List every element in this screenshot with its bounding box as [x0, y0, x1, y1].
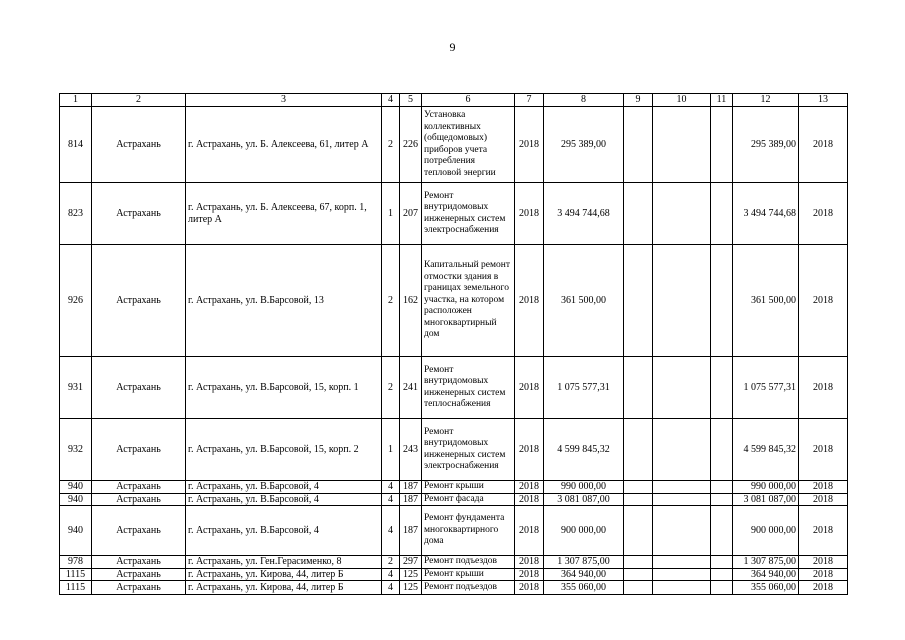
column-header: 8 [544, 94, 624, 107]
cell-col-3: г. Астрахань, ул. В.Барсовой, 13 [186, 245, 382, 357]
cell-col-8: 4 599 845,32 [544, 419, 624, 481]
cell-col-3: г. Астрахань, ул. В.Барсовой, 15, корп. 1 [186, 357, 382, 419]
cell-col-13: 2018 [799, 419, 848, 481]
cell-col-6: Ремонт внутридомовых инженерных систем электроснабжения [422, 183, 515, 245]
cell-col-12: 4 599 845,32 [733, 419, 799, 481]
cell-col-12: 990 000,00 [733, 481, 799, 494]
cell-col-10 [653, 493, 711, 506]
cell-col-7: 2018 [515, 581, 544, 595]
cell-col-9 [624, 481, 653, 494]
cell-col-1: 940 [60, 506, 92, 556]
cell-col-5: 207 [400, 183, 422, 245]
cell-col-7: 2018 [515, 183, 544, 245]
cell-col-7: 2018 [515, 506, 544, 556]
cell-col-11 [711, 107, 733, 183]
cell-col-8: 1 307 875,00 [544, 556, 624, 569]
cell-col-13: 2018 [799, 481, 848, 494]
cell-col-11 [711, 183, 733, 245]
column-header: 1 [60, 94, 92, 107]
cell-col-5: 226 [400, 107, 422, 183]
cell-col-7: 2018 [515, 568, 544, 581]
cell-col-7: 2018 [515, 556, 544, 569]
cell-col-8: 3 494 744,68 [544, 183, 624, 245]
cell-col-10 [653, 245, 711, 357]
cell-col-3: г. Астрахань, ул. Б. Алексеева, 67, корп. 1, литер А [186, 183, 382, 245]
cell-col-10 [653, 581, 711, 595]
table-row [60, 568, 848, 581]
cell-col-13: 2018 [799, 581, 848, 595]
cell-col-13: 2018 [799, 183, 848, 245]
column-header: 2 [92, 94, 186, 107]
cell-col-12: 361 500,00 [733, 245, 799, 357]
cell-col-2: Астрахань [92, 245, 186, 357]
cell-col-2: Астрахань [92, 493, 186, 506]
table-header-row [60, 94, 848, 107]
cell-col-11 [711, 481, 733, 494]
cell-col-4: 1 [382, 183, 400, 245]
cell-col-3: г. Астрахань, ул. Ген.Герасименко, 8 [186, 556, 382, 569]
cell-col-12: 355 060,00 [733, 581, 799, 595]
cell-col-9 [624, 419, 653, 481]
cell-col-8: 990 000,00 [544, 481, 624, 494]
cell-col-9 [624, 183, 653, 245]
cell-col-12: 295 389,00 [733, 107, 799, 183]
cell-col-3: г. Астрахань, ул. В.Барсовой, 4 [186, 493, 382, 506]
cell-col-3: г. Астрахань, ул. Б. Алексеева, 61, литер А [186, 107, 382, 183]
cell-col-12: 364 940,00 [733, 568, 799, 581]
cell-col-10 [653, 357, 711, 419]
cell-col-9 [624, 245, 653, 357]
cell-col-11 [711, 493, 733, 506]
cell-col-12: 1 307 875,00 [733, 556, 799, 569]
cell-col-4: 4 [382, 493, 400, 506]
cell-col-1: 1115 [60, 568, 92, 581]
cell-col-12: 1 075 577,31 [733, 357, 799, 419]
cell-col-9 [624, 568, 653, 581]
table-row [60, 107, 848, 183]
cell-col-3: г. Астрахань, ул. Кирова, 44, литер Б [186, 568, 382, 581]
table-row [60, 183, 848, 245]
cell-col-6: Ремонт внутридомовых инженерных систем электроснабжения [422, 419, 515, 481]
page-number: 9 [449, 40, 456, 54]
table-row [60, 493, 848, 506]
cell-col-8: 361 500,00 [544, 245, 624, 357]
column-header: 12 [733, 94, 799, 107]
table-row [60, 581, 848, 595]
cell-col-3: г. Астрахань, ул. В.Барсовой, 4 [186, 506, 382, 556]
cell-col-1: 940 [60, 493, 92, 506]
cell-col-13: 2018 [799, 357, 848, 419]
cell-col-6: Ремонт фундамента многоквартирного дома [422, 506, 515, 556]
cell-col-4: 2 [382, 556, 400, 569]
cell-col-9 [624, 357, 653, 419]
table-row [60, 245, 848, 357]
cell-col-2: Астрахань [92, 581, 186, 595]
cell-col-5: 187 [400, 493, 422, 506]
column-header: 11 [711, 94, 733, 107]
cell-col-2: Астрахань [92, 357, 186, 419]
cell-col-6: Ремонт внутридомовых инженерных систем теплоснабжения [422, 357, 515, 419]
cell-col-7: 2018 [515, 493, 544, 506]
cell-col-5: 125 [400, 581, 422, 595]
cell-col-4: 4 [382, 506, 400, 556]
cell-col-13: 2018 [799, 493, 848, 506]
cell-col-6: Установка коллективных (общедомовых) приборов учета потребления тепловой энергии [422, 107, 515, 183]
cell-col-1: 814 [60, 107, 92, 183]
column-header: 10 [653, 94, 711, 107]
cell-col-5: 187 [400, 506, 422, 556]
cell-col-7: 2018 [515, 419, 544, 481]
cell-col-4: 1 [382, 419, 400, 481]
cell-col-5: 125 [400, 568, 422, 581]
cell-col-11 [711, 581, 733, 595]
cell-col-4: 4 [382, 481, 400, 494]
table-row [60, 556, 848, 569]
cell-col-10 [653, 183, 711, 245]
cell-col-9 [624, 581, 653, 595]
cell-col-5: 243 [400, 419, 422, 481]
cell-col-2: Астрахань [92, 556, 186, 569]
cell-col-8: 295 389,00 [544, 107, 624, 183]
cell-col-5: 241 [400, 357, 422, 419]
cell-col-8: 3 081 087,00 [544, 493, 624, 506]
cell-col-11 [711, 245, 733, 357]
cell-col-6: Ремонт подъездов [422, 556, 515, 569]
cell-col-2: Астрахань [92, 481, 186, 494]
cell-col-13: 2018 [799, 107, 848, 183]
cell-col-11 [711, 568, 733, 581]
cell-col-11 [711, 419, 733, 481]
repair-program-table [59, 93, 848, 595]
cell-col-2: Астрахань [92, 183, 186, 245]
cell-col-1: 940 [60, 481, 92, 494]
cell-col-8: 1 075 577,31 [544, 357, 624, 419]
cell-col-13: 2018 [799, 506, 848, 556]
cell-col-10 [653, 556, 711, 569]
cell-col-1: 932 [60, 419, 92, 481]
cell-col-10 [653, 506, 711, 556]
cell-col-9 [624, 506, 653, 556]
cell-col-1: 978 [60, 556, 92, 569]
cell-col-5: 187 [400, 481, 422, 494]
cell-col-7: 2018 [515, 481, 544, 494]
cell-col-9 [624, 107, 653, 183]
cell-col-8: 355 060,00 [544, 581, 624, 595]
cell-col-3: г. Астрахань, ул. Кирова, 44, литер Б [186, 581, 382, 595]
cell-col-7: 2018 [515, 107, 544, 183]
cell-col-2: Астрахань [92, 506, 186, 556]
cell-col-10 [653, 481, 711, 494]
cell-col-9 [624, 556, 653, 569]
cell-col-13: 2018 [799, 245, 848, 357]
cell-col-2: Астрахань [92, 107, 186, 183]
cell-col-10 [653, 568, 711, 581]
cell-col-8: 364 940,00 [544, 568, 624, 581]
column-header: 9 [624, 94, 653, 107]
cell-col-7: 2018 [515, 357, 544, 419]
cell-col-4: 2 [382, 107, 400, 183]
cell-col-13: 2018 [799, 568, 848, 581]
column-header: 7 [515, 94, 544, 107]
cell-col-13: 2018 [799, 556, 848, 569]
column-header: 3 [186, 94, 382, 107]
cell-col-11 [711, 556, 733, 569]
cell-col-11 [711, 506, 733, 556]
table-row [60, 506, 848, 556]
table-row [60, 419, 848, 481]
column-header: 6 [422, 94, 515, 107]
cell-col-4: 2 [382, 357, 400, 419]
cell-col-6: Ремонт подъездов [422, 581, 515, 595]
cell-col-2: Астрахань [92, 419, 186, 481]
cell-col-5: 162 [400, 245, 422, 357]
cell-col-6: Капитальный ремонт отмостки здания в границах земельного участка, на котором расположен многоквартирный дом [422, 245, 515, 357]
cell-col-8: 900 000,00 [544, 506, 624, 556]
cell-col-12: 3 081 087,00 [733, 493, 799, 506]
cell-col-6: Ремонт крыши [422, 568, 515, 581]
cell-col-10 [653, 419, 711, 481]
cell-col-12: 3 494 744,68 [733, 183, 799, 245]
cell-col-9 [624, 493, 653, 506]
table-row [60, 357, 848, 419]
cell-col-1: 931 [60, 357, 92, 419]
column-header: 4 [382, 94, 400, 107]
cell-col-2: Астрахань [92, 568, 186, 581]
cell-col-11 [711, 357, 733, 419]
cell-col-3: г. Астрахань, ул. В.Барсовой, 15, корп. 2 [186, 419, 382, 481]
cell-col-1: 823 [60, 183, 92, 245]
cell-col-12: 900 000,00 [733, 506, 799, 556]
cell-col-3: г. Астрахань, ул. В.Барсовой, 4 [186, 481, 382, 494]
cell-col-7: 2018 [515, 245, 544, 357]
cell-col-1: 926 [60, 245, 92, 357]
cell-col-6: Ремонт фасада [422, 493, 515, 506]
cell-col-4: 2 [382, 245, 400, 357]
cell-col-5: 297 [400, 556, 422, 569]
table-row [60, 481, 848, 494]
cell-col-6: Ремонт крыши [422, 481, 515, 494]
cell-col-1: 1115 [60, 581, 92, 595]
column-header: 5 [400, 94, 422, 107]
cell-col-10 [653, 107, 711, 183]
cell-col-4: 4 [382, 581, 400, 595]
column-header: 13 [799, 94, 848, 107]
cell-col-4: 4 [382, 568, 400, 581]
